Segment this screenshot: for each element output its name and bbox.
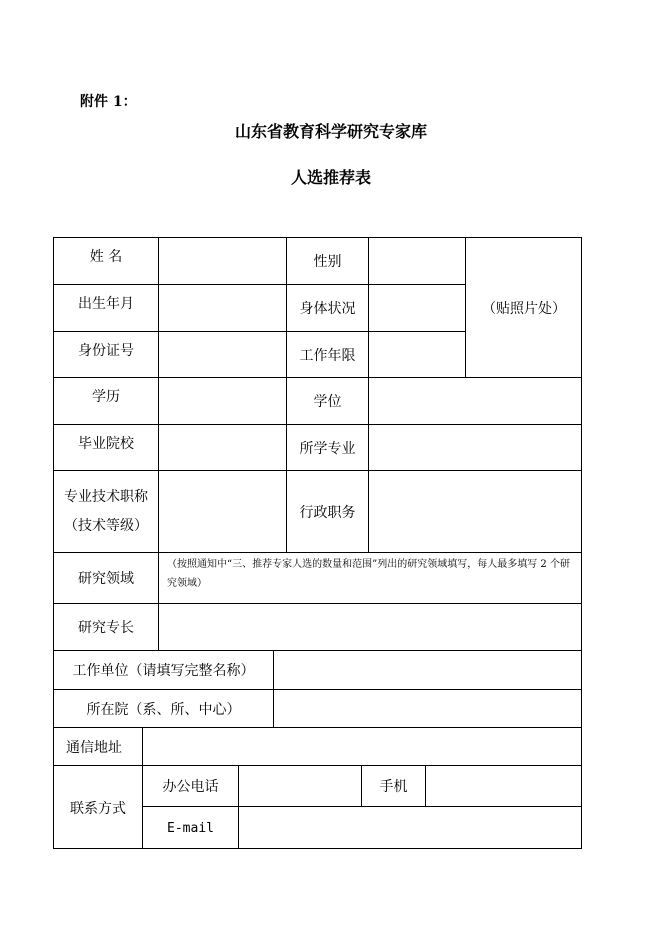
research-field-input[interactable] [158, 552, 582, 603]
form-subtitle: 人选推荐表 [290, 168, 371, 187]
research-field-label: 研究领域 [53, 552, 158, 603]
education-label: 学历 [53, 377, 158, 424]
degree-label: 学位 [286, 377, 368, 424]
email-label: E-mail [142, 806, 238, 849]
gender-field[interactable] [368, 237, 465, 284]
research-field-note: （按照通知中“三、推荐专家人选的数量和范围”列出的研究领域填写，每人最多填写 2 个研究领域） [167, 559, 570, 589]
education-field[interactable] [158, 377, 286, 424]
gender-label: 性别 [286, 237, 368, 284]
annex-label: 附件 1： [80, 94, 137, 110]
work-unit-label: 工作单位（请填写完整名称） [53, 650, 273, 689]
health-label: 身体状况 [286, 284, 368, 331]
school-field[interactable] [158, 424, 286, 470]
major-field[interactable] [368, 424, 582, 470]
address-field[interactable] [142, 727, 582, 765]
admin-post-field[interactable] [368, 470, 582, 552]
work-years-label: 工作年限 [286, 331, 368, 377]
professional-title-line1: 专业技术职称 [64, 488, 148, 505]
contact-label: 联系方式 [53, 765, 142, 849]
health-field[interactable] [368, 284, 465, 331]
id-number-label: 身份证号 [53, 331, 158, 377]
admin-post-label: 行政职务 [286, 470, 368, 552]
mobile-label: 手机 [361, 765, 425, 806]
form-title: 山东省教育科学研究专家库 [234, 122, 427, 141]
name-field[interactable] [158, 237, 286, 284]
name-label: 姓 名 [53, 237, 158, 284]
id-number-field[interactable] [158, 331, 286, 377]
office-phone-field[interactable] [238, 765, 361, 806]
professional-title-label [53, 470, 158, 552]
school-label: 毕业院校 [53, 424, 158, 470]
photo-area[interactable]: （贴照片处） [465, 237, 582, 377]
work-unit-field[interactable] [273, 650, 582, 689]
major-label: 所学专业 [286, 424, 368, 470]
professional-title-line2: （技术等级） [64, 517, 148, 534]
mobile-field[interactable] [425, 765, 582, 806]
research-specialty-field[interactable] [158, 603, 582, 650]
office-phone-label: 办公电话 [142, 765, 238, 806]
email-field[interactable] [238, 806, 582, 849]
work-years-field[interactable] [368, 331, 465, 377]
degree-field[interactable] [368, 377, 582, 424]
department-label: 所在院（系、所、中心） [53, 689, 273, 727]
department-field[interactable] [273, 689, 582, 727]
research-specialty-label: 研究专长 [53, 603, 158, 650]
professional-title-field[interactable] [158, 470, 286, 552]
birth-label: 出生年月 [53, 284, 158, 331]
birth-field[interactable] [158, 284, 286, 331]
address-label: 通信地址 [53, 727, 142, 765]
